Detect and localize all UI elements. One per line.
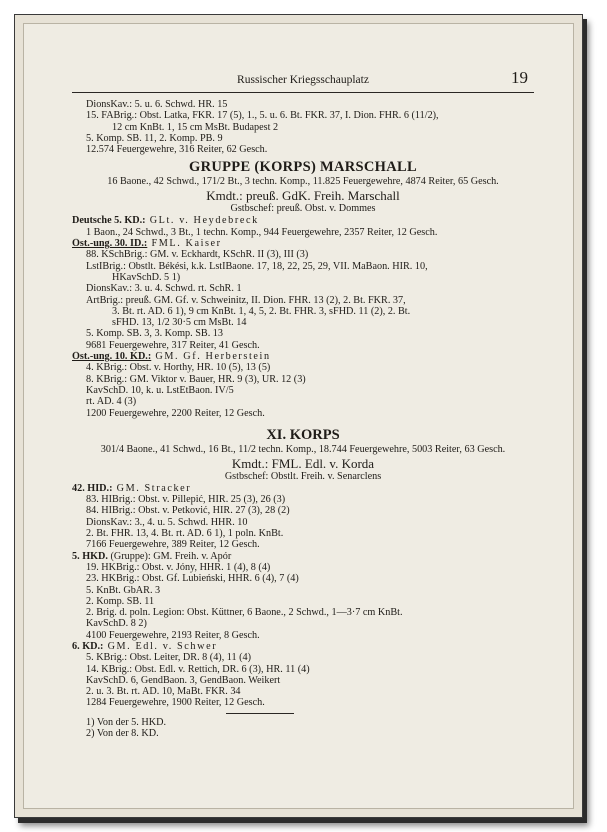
division-commander: (Gruppe): GM. Freih. v. Apór: [107, 550, 232, 562]
text-line: DionsKav.: 5. u. 6. Schwd. HR. 15: [86, 99, 228, 110]
gruppe-commander: Kmdt.: preuß. GdK. Freih. Marschall: [206, 188, 400, 204]
section-title-korps: XI. KORPS: [266, 426, 340, 443]
text-line: HKavSchD. 5 1): [112, 271, 181, 283]
division-heading: [72, 238, 534, 249]
section-title-gruppe: GRUPPE (KORPS) MARSCHALL: [189, 159, 417, 176]
text-line: DionsKav.: 3. u. 4. Schwd. rt. SchR. 1: [86, 283, 242, 295]
page-number: 19: [511, 68, 528, 87]
division-label: 42. HID.:: [72, 482, 113, 494]
gruppe-summary: 16 Baone., 42 Schwd., 171/2 Bt., 3 techn. Komp., 11.825 Feuergewehre, 4874 Reiter, 65 Gesch.: [107, 176, 499, 188]
division-label: Öst.-ung. 30. ID.:: [72, 238, 148, 250]
text-line: LstIBrig.: Obstlt. Békési, k.k. LstIBaone. 17, 18, 22, 25, 29, VII. MaBaon. HIR. 10,: [86, 260, 428, 272]
running-header: [72, 66, 534, 93]
division-commander: GM. Stracker: [112, 482, 192, 494]
text-line: 5. KnBt. GbAR. 3: [86, 584, 161, 596]
text-line: sFHD. 13, 1/2 30·5 cm MsBt. 14: [112, 317, 247, 329]
text-line: 88. KSchBrig.: GM. v. Eckhardt, KSchR. II (3), III (3): [86, 249, 309, 261]
text-line: 5. Komp. SB. 3, 3. Komp. SB. 13: [86, 328, 223, 340]
division-heading: [72, 483, 534, 494]
text-line: 1 Baon., 24 Schwd., 3 Bt., 1 techn. Komp., 944 Feuergewehre, 2357 Reiter, 12 Gesch.: [86, 226, 438, 238]
footnote: 1) Von der 5. HKD.: [86, 716, 166, 728]
text-line: 14. KBrig.: Obst. Edl. v. Rettich, DR. 6 (3), HR. 11 (4): [86, 663, 310, 675]
division-commander: GM. Gf. Herberstein: [151, 351, 271, 363]
text-line: 5. Komp. SB. 11, 2. Komp. PB. 9: [86, 132, 223, 144]
text-line: 2. Brig. d. poln. Legion: Obst. Küttner, 6 Baone., 2 Schwd., 1—3·7 cm KnBt.: [86, 607, 403, 619]
text-line: 2. Komp. SB. 11: [86, 595, 155, 607]
text-line: 7166 Feuergewehre, 389 Reiter, 12 Gesch.: [86, 539, 260, 551]
text-line: KavSchD. 8 2): [86, 618, 147, 630]
text-line: KavSchD. 6, GendBaon. 3, GendBaon. Weikert: [86, 674, 281, 686]
page-frame: [14, 14, 583, 818]
footnote-divider: [226, 713, 294, 714]
text-line: 1284 Feuergewehre, 1900 Reiter, 12 Gesch.: [86, 697, 265, 709]
division-heading: [72, 351, 534, 362]
division-commander: GM. Edl. v. Schwer: [103, 640, 218, 652]
division-label: 6. KD.:: [72, 640, 104, 652]
text-line: 4. KBrig.: Obst. v. Horthy, HR. 10 (5), 13 (5): [86, 362, 271, 374]
text-line: 2. Bt. FHR. 13, 4. Bt. rt. AD. 6 1), 1 poln. KnBt.: [86, 528, 284, 540]
gruppe-chief-of-staff: Gstbschef: preuß. Obst. v. Dommes: [230, 203, 376, 215]
text-line: 3. Bt. rt. AD. 6 1), 9 cm KnBt. 1, 4, 5, 2. Bt. FHR. 3, sFHD. 11 (2), 2. Bt.: [112, 305, 411, 317]
text-line: 8. KBrig.: GM. Viktor v. Bauer, HR. 9 (3), UR. 12 (3): [86, 373, 306, 385]
korps-summary: 301/4 Baone., 41 Schwd., 16 Bt., 11/2 techn. Komp., 18.744 Feuergewehre, 5003 Reiter, 63 Gesch.: [100, 443, 506, 455]
running-title: Russischer Kriegsschauplatz: [237, 74, 369, 86]
text-line: 9681 Feuergewehre, 317 Reiter, 41 Gesch.: [86, 339, 260, 351]
korps-commander: Kmdt.: FML. Edl. v. Korda: [231, 455, 375, 471]
text-line: rt. AD. 4 (3): [86, 396, 137, 408]
text-line: 84. HIBrig.: Obst. v. Petković, HIR. 27 (3), 28 (2): [86, 505, 290, 517]
text-line: 2. u. 3. Bt. rt. AD. 10, MaBt. FKR. 34: [86, 686, 241, 698]
text-line: ArtBrig.: preuß. GM. Gf. v. Schweinitz, II. Dion. FHR. 13 (2), 2. Bt. FKR. 37,: [86, 294, 406, 306]
division-label: 5. HKD.: [72, 550, 108, 562]
text-line: 1200 Feuergewehre, 2200 Reiter, 12 Gesch.: [86, 407, 265, 419]
footnote: 2) Von der 8. KD.: [86, 728, 159, 740]
top-block: [72, 99, 534, 155]
text-line: 23. HKBrig.: Obst. Gf. Lubieński, HHR. 6 (4), 7 (4): [86, 573, 299, 585]
division-heading: [72, 641, 534, 652]
division-heading: [72, 215, 534, 226]
text-line: KavSchD. 10, k. u. LstEtBaon. IV/5: [86, 384, 234, 396]
document-page: [72, 66, 534, 739]
text-line: 5. KBrig.: Obst. Leiter, DR. 8 (4), 11 (4): [86, 652, 252, 664]
text-line: 19. HKBrig.: Obst. v. Jóny, HHR. 1 (4), 8 (4): [86, 561, 271, 573]
division-heading: [72, 551, 534, 562]
division-label: Deutsche 5. KD.:: [72, 215, 146, 227]
division-label: Öst.-ung. 10. KD.:: [72, 351, 152, 363]
text-line: DionsKav.: 3., 4. u. 5. Schwd. HHR. 10: [86, 516, 248, 528]
text-line: 15. FABrig.: Obst. Latka, FKR. 17 (5), 1., 5. u. 6. Bt. FKR. 37, I. Dion. FHR. 6 (11/2),: [86, 110, 439, 122]
text-line: 4100 Feuergewehre, 2193 Reiter, 8 Gesch.: [86, 629, 260, 641]
text-line: 12.574 Feuergewehre, 316 Reiter, 62 Gesch.: [86, 144, 268, 156]
division-commander: GLt. v. Heydebreck: [145, 215, 259, 227]
korps-chief-of-staff: Gstbschef: Obstlt. Freih. v. Senarclens: [224, 470, 382, 482]
text-line: 83. HIBrig.: Obst. v. Pillepić, HIR. 25 (3), 26 (3): [86, 494, 286, 506]
division-commander: FML. Kaiser: [147, 238, 222, 250]
paper-sheet: [23, 23, 574, 809]
text-line: 12 cm KnBt. 1, 15 cm MsBt. Budapest 2: [112, 121, 279, 133]
